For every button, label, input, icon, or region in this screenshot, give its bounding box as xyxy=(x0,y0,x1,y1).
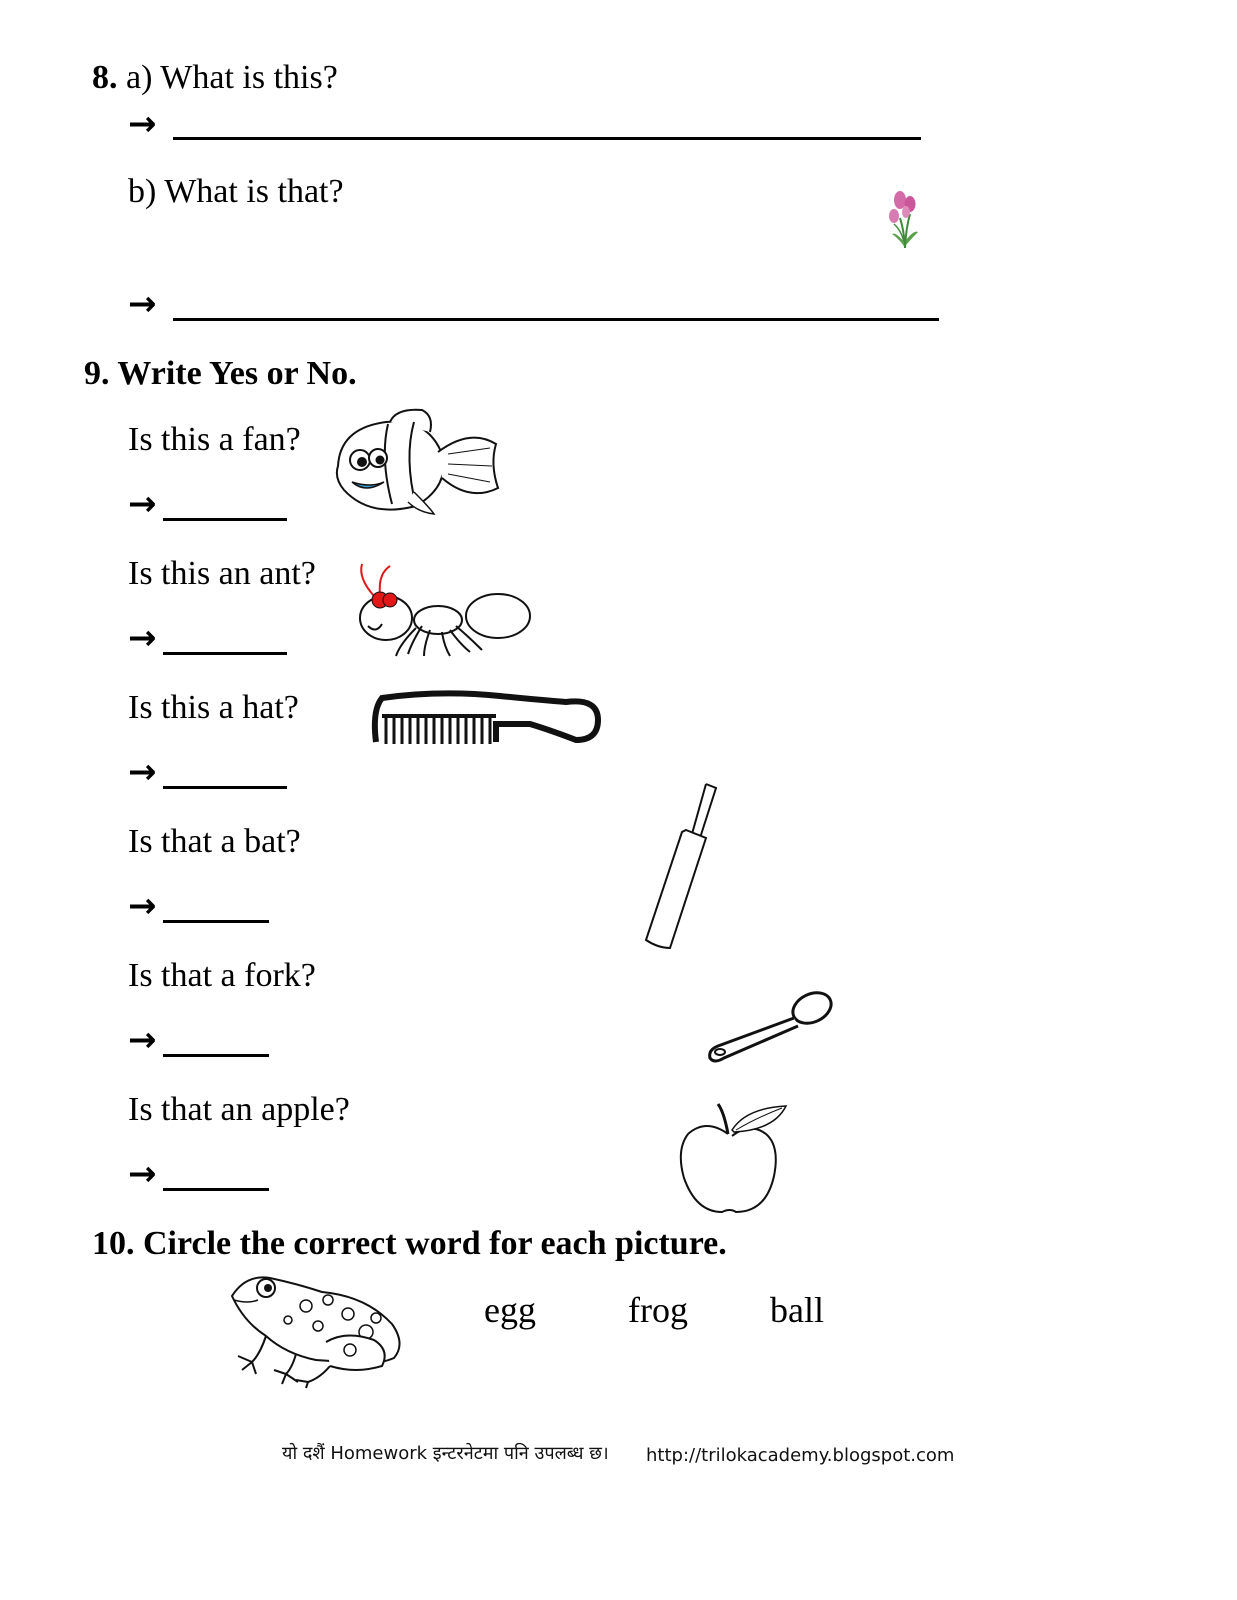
spoon-image xyxy=(704,988,836,1066)
word-option-ball[interactable]: ball xyxy=(770,1290,824,1330)
word-option-egg[interactable]: egg xyxy=(484,1290,536,1330)
q8-line-a xyxy=(92,58,338,98)
q8-a-answer-blank[interactable] xyxy=(173,137,921,140)
footer-note: यो दशैं Homework इन्टरनेटमा पनि उपलब्ध छ। xyxy=(282,1443,609,1464)
cricket-bat-image xyxy=(642,782,722,952)
arrow-icon: → xyxy=(128,886,157,926)
q8-b-answer-blank[interactable] xyxy=(173,318,939,321)
arrow-icon: → xyxy=(128,1020,157,1060)
ant-image xyxy=(352,560,532,660)
q9-answer-blank-3[interactable] xyxy=(163,786,287,789)
footer-url[interactable]: http://trilokacademy.blogspot.com xyxy=(646,1445,955,1466)
tulip-flower-image xyxy=(880,182,930,254)
arrow-icon: → xyxy=(128,752,157,792)
q8-b-question: b) What is that? xyxy=(128,173,344,210)
word-option-frog[interactable]: frog xyxy=(628,1290,688,1330)
q9-question-2: Is this an ant? xyxy=(128,555,316,592)
q9-answer-blank-1[interactable] xyxy=(163,518,287,521)
q8-a-question: a) What is this? xyxy=(126,59,338,96)
arrow-icon: → xyxy=(128,1154,157,1194)
q9-answer-blank-4[interactable] xyxy=(163,920,269,923)
comb-image xyxy=(370,686,602,750)
frog-image xyxy=(226,1270,406,1388)
arrow-icon: → xyxy=(128,104,157,144)
apple-image xyxy=(676,1100,792,1218)
q9-answer-blank-5[interactable] xyxy=(163,1054,269,1057)
clownfish-image xyxy=(330,408,502,516)
q9-heading: 9. Write Yes or No. xyxy=(84,355,357,392)
q9-answer-blank-6[interactable] xyxy=(163,1188,269,1191)
q9-question-6: Is that an apple? xyxy=(128,1091,350,1128)
q9-question-3: Is this a hat? xyxy=(128,689,299,726)
q9-answer-blank-2[interactable] xyxy=(163,652,287,655)
q9-question-5: Is that a fork? xyxy=(128,957,316,994)
arrow-icon: → xyxy=(128,284,157,324)
q9-question-4: Is that a bat? xyxy=(128,823,301,860)
q10-heading: 10. Circle the correct word for each picture. xyxy=(92,1225,727,1262)
q8-number: 8. xyxy=(92,59,118,96)
arrow-icon: → xyxy=(128,618,157,658)
arrow-icon: → xyxy=(128,484,157,524)
q9-question-1: Is this a fan? xyxy=(128,421,301,458)
